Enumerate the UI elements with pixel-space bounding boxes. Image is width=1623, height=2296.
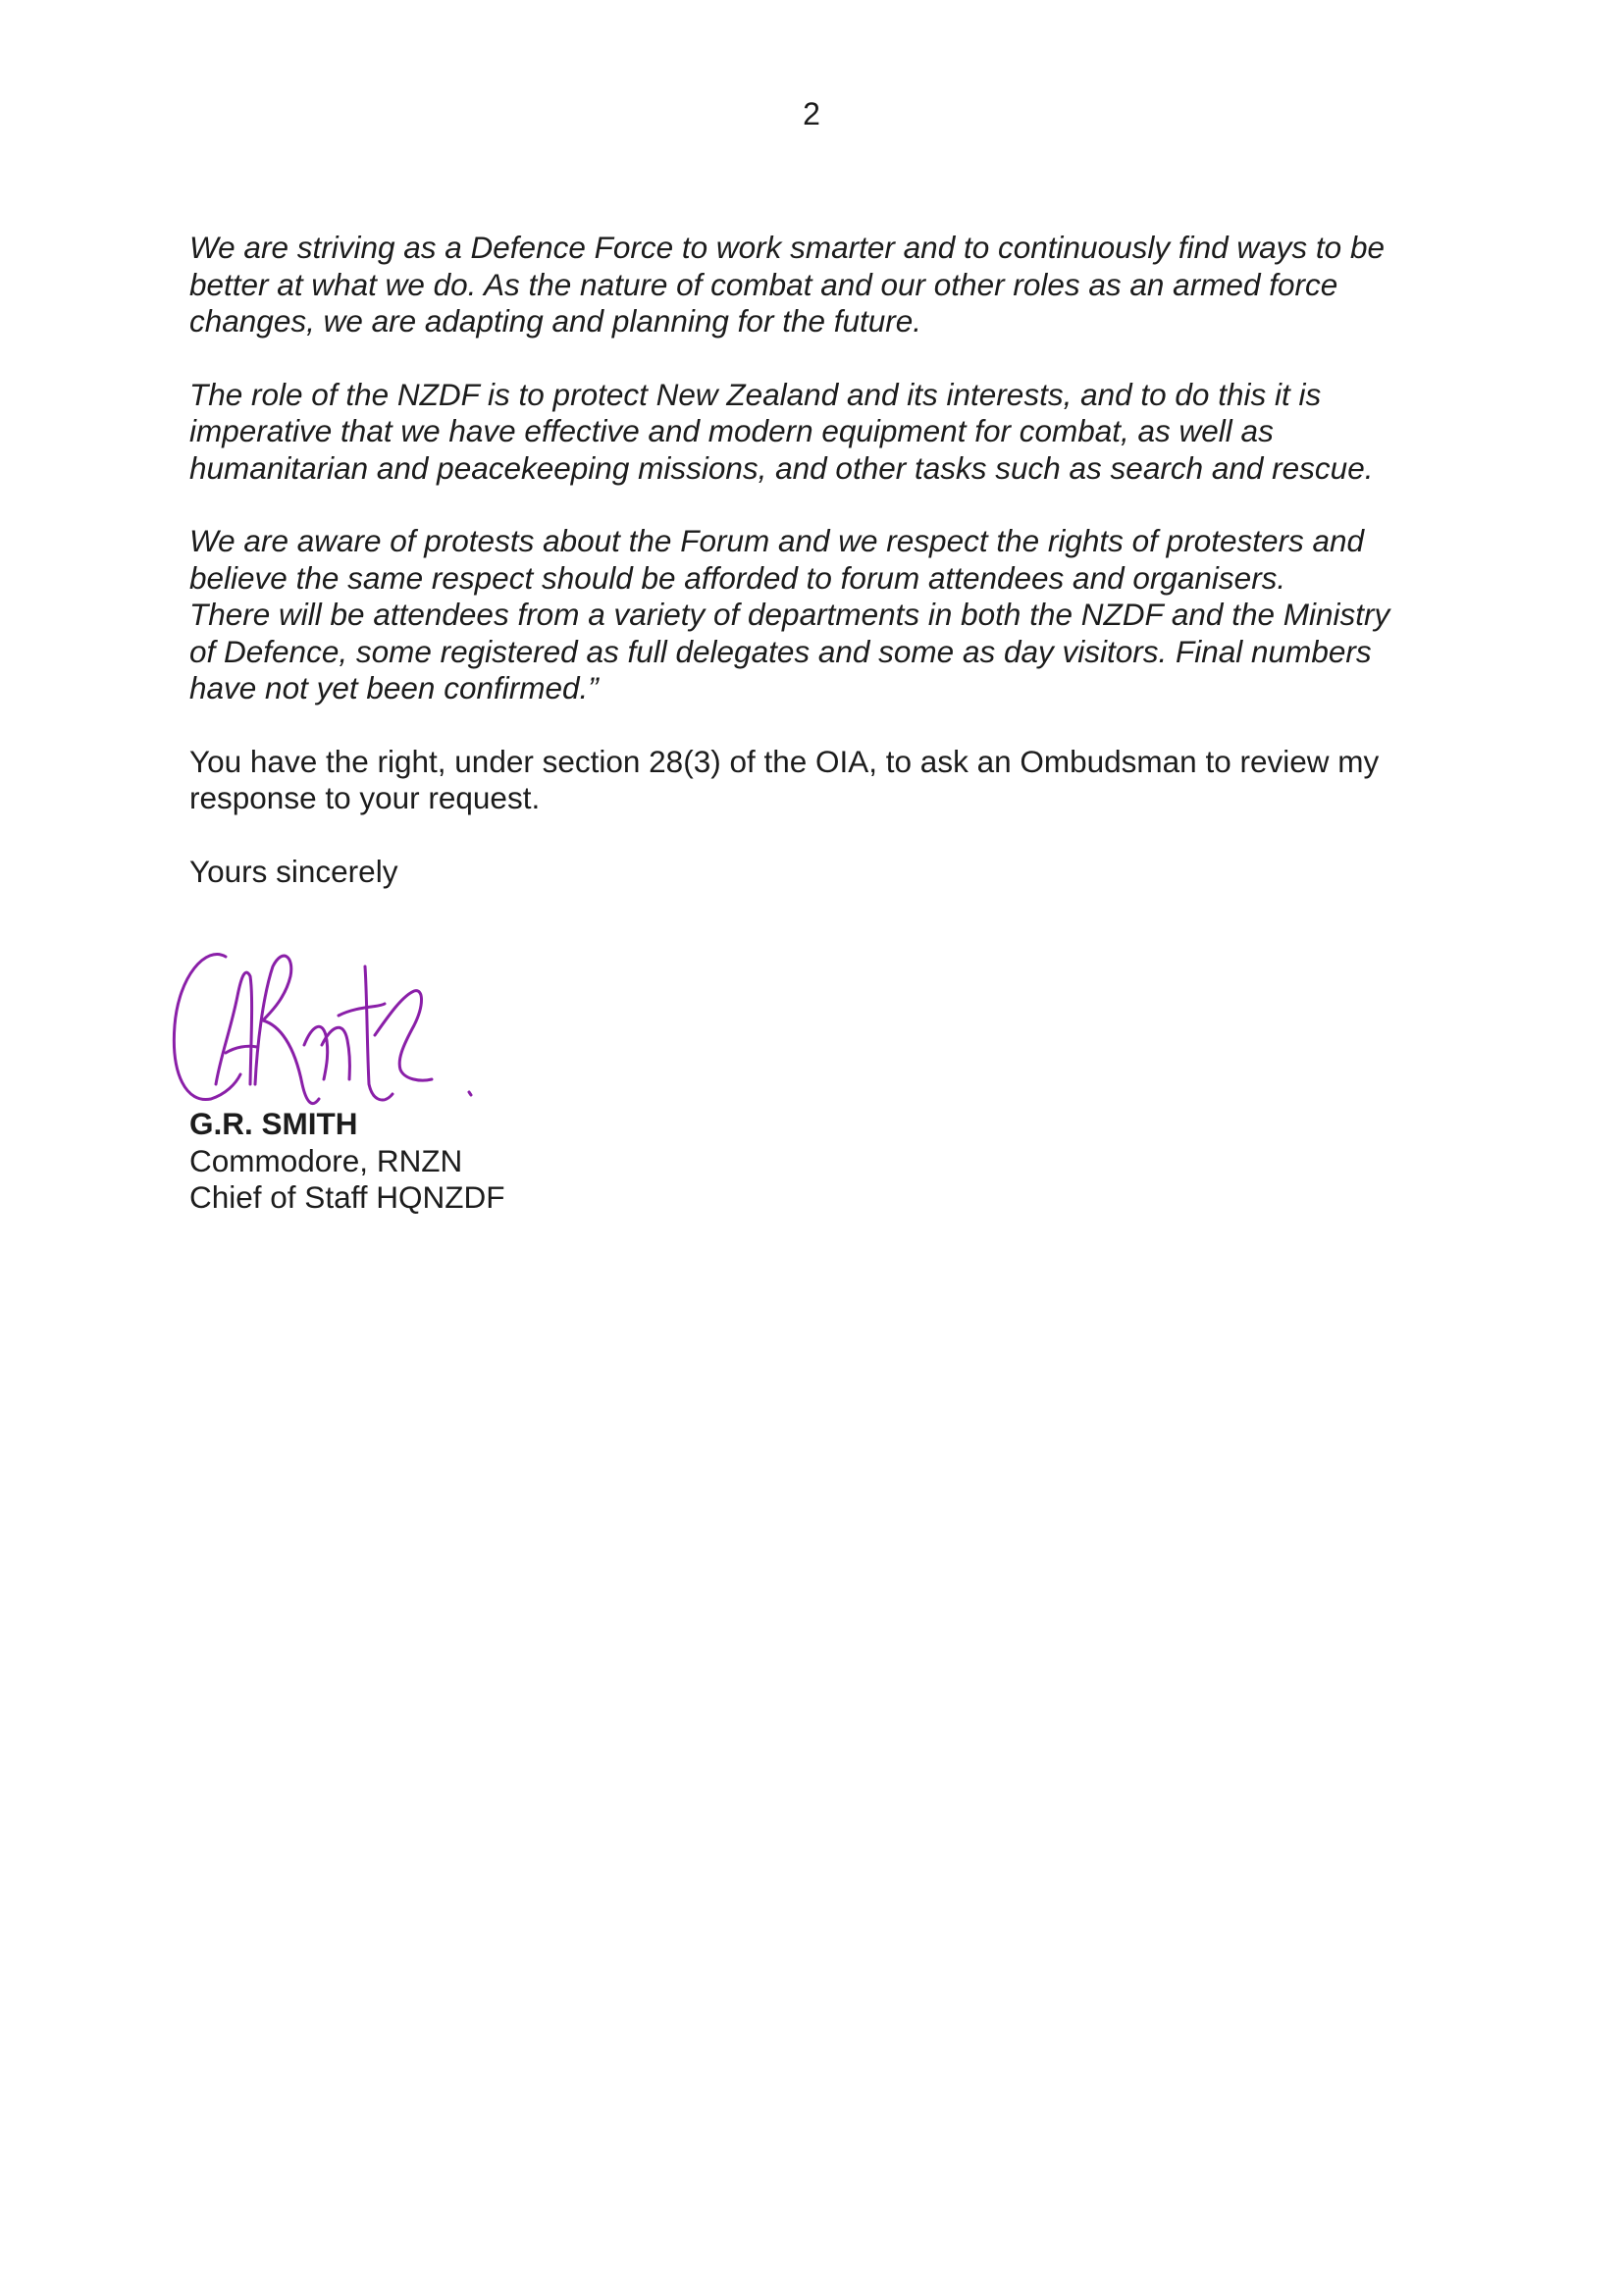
signatory-title: Chief of Staff HQNZDF	[189, 1179, 505, 1215]
handwritten-signature	[157, 937, 530, 1123]
signatory-rank: Commodore, RNZN	[189, 1142, 463, 1178]
quoted-paragraph-3: We are aware of protests about the Forum and we respect the rights of protesters and believe the same respect should be afforded to forum attendees and organisers. There will be attendees from a variety of departments in both the NZDF and the Ministry of Defence, some registered as full delegates and some as day visitors. Final numbers have not yet been confirmed.”	[189, 523, 1390, 705]
ombudsman-paragraph: You have the right, under section 28(3) of the OIA, to ask an Ombudsman to review my response to your request.	[189, 743, 1380, 815]
page-number: 2	[803, 96, 820, 131]
quoted-paragraph-1: We are striving as a Defence Force to work smarter and to continuously find ways to be better at what we do. As the nature of combat and our other roles as an armed force changes, we are adapting and planning for the future.	[189, 230, 1385, 339]
signatory-name: G.R. SMITH	[189, 1106, 358, 1141]
signature-block	[189, 1106, 505, 1217]
closing-salutation: Yours sincerely	[189, 853, 398, 889]
letter-body	[189, 230, 1455, 890]
quoted-paragraph-2: The role of the NZDF is to protect New Zealand and its interests, and to do this it is imperative that we have effective and modern equipment for combat, as well as humanitarian and peacekeeping missions, and other tasks such as search and rescue.	[189, 376, 1374, 486]
